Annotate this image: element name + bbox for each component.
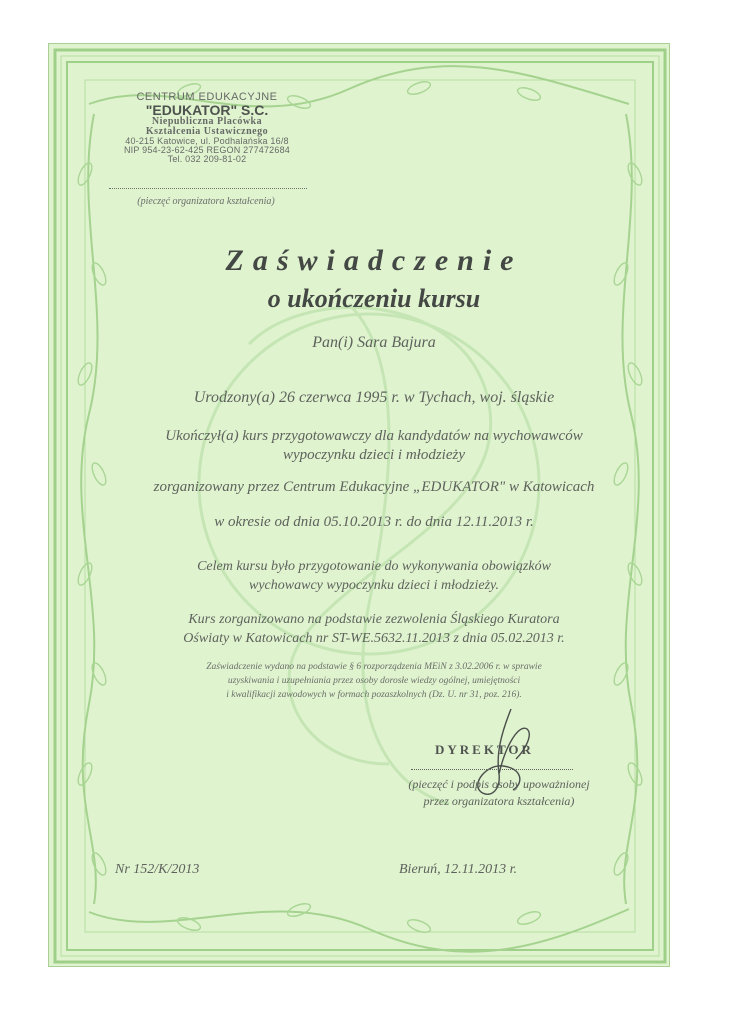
course-completed-line: wypoczynku dzieci i młodzieży bbox=[282, 447, 466, 463]
certificate-title: Zaświadczenie bbox=[225, 244, 523, 277]
stamp-line: 40-215 Katowice, ul. Podhalańska 16/8 bbox=[125, 136, 289, 146]
birth-info: Urodzony(a) 26 czerwca 1995 r. w Tychach, woj. śląskie bbox=[193, 389, 555, 406]
stamp-line: CENTRUM EDUKACYJNE bbox=[136, 91, 278, 103]
stamp-line: Kształcenia Ustawicznego bbox=[145, 126, 269, 137]
place-and-date: Bieruń, 12.11.2013 r. bbox=[399, 862, 517, 877]
organizer-stamp bbox=[87, 92, 327, 164]
signature-caption: przez organizatora kształcenia) bbox=[423, 794, 575, 808]
recipient-name: Pan(i) Sara Bajura bbox=[312, 334, 436, 351]
director-title: DYREKTOR bbox=[435, 742, 534, 757]
course-period: w okresie od dnia 05.10.2013 r. do dnia 12.11.2013 r. bbox=[214, 514, 534, 530]
permit-line: Kurs zorganizowano na podstawie zezwolenia Śląskiego Kuratora bbox=[188, 612, 560, 627]
stamp-caption: (pieczęć organizatora kształcenia) bbox=[137, 196, 275, 207]
legal-basis-line: i kwalifikacji zawodowych w formach pozaszkolnych (Dz. U. nr 31, poz. 216). bbox=[226, 690, 522, 700]
stamp-line: NIP 954-23-62-425 REGON 277472684 bbox=[123, 145, 291, 155]
stamp-line: Tel. 032 209-81-02 bbox=[167, 154, 247, 164]
stamp-dotted-line bbox=[109, 188, 307, 189]
guilloche-border bbox=[49, 44, 670, 967]
certificate-sheet bbox=[48, 43, 670, 967]
signature-caption: (pieczęć i podpis osoby upoważnionej bbox=[408, 777, 590, 791]
certificate-number: Nr 152/K/2013 bbox=[115, 862, 200, 877]
stamp-line: Niepubliczna Placówka bbox=[151, 116, 263, 127]
course-aim-line: Celem kursu było przygotowanie do wykonywania obowiązków bbox=[197, 559, 551, 574]
signature-dotted-line bbox=[411, 769, 573, 770]
organizer-line: zorganizowany przez Centrum Edukacyjne „EDUKATOR" w Katowicach bbox=[153, 479, 595, 495]
course-aim-line: wychowawcy wypoczynku dzieci i młodzieży. bbox=[249, 578, 499, 593]
permit-line: Oświaty w Katowicach nr ST-WE.5632.11.2013 z dnia 05.02.2013 r. bbox=[183, 631, 565, 646]
certificate-subtitle: o ukończeniu kursu bbox=[267, 284, 481, 313]
stamp-line: "EDUKATOR" S.C. bbox=[145, 102, 269, 118]
course-completed-line: Ukończył(a) kurs przygotowawczy dla kandydatów na wychowawców bbox=[165, 428, 583, 444]
legal-basis-line: uzyskiwania i uzupełniania przez osoby dorosłe wiedzy ogólnej, umiejętności bbox=[227, 676, 521, 686]
legal-basis-line: Zaświadczenie wydano na podstawie § 6 rozporządzenia MEiN z 3.02.2006 r. w sprawie bbox=[206, 662, 542, 672]
